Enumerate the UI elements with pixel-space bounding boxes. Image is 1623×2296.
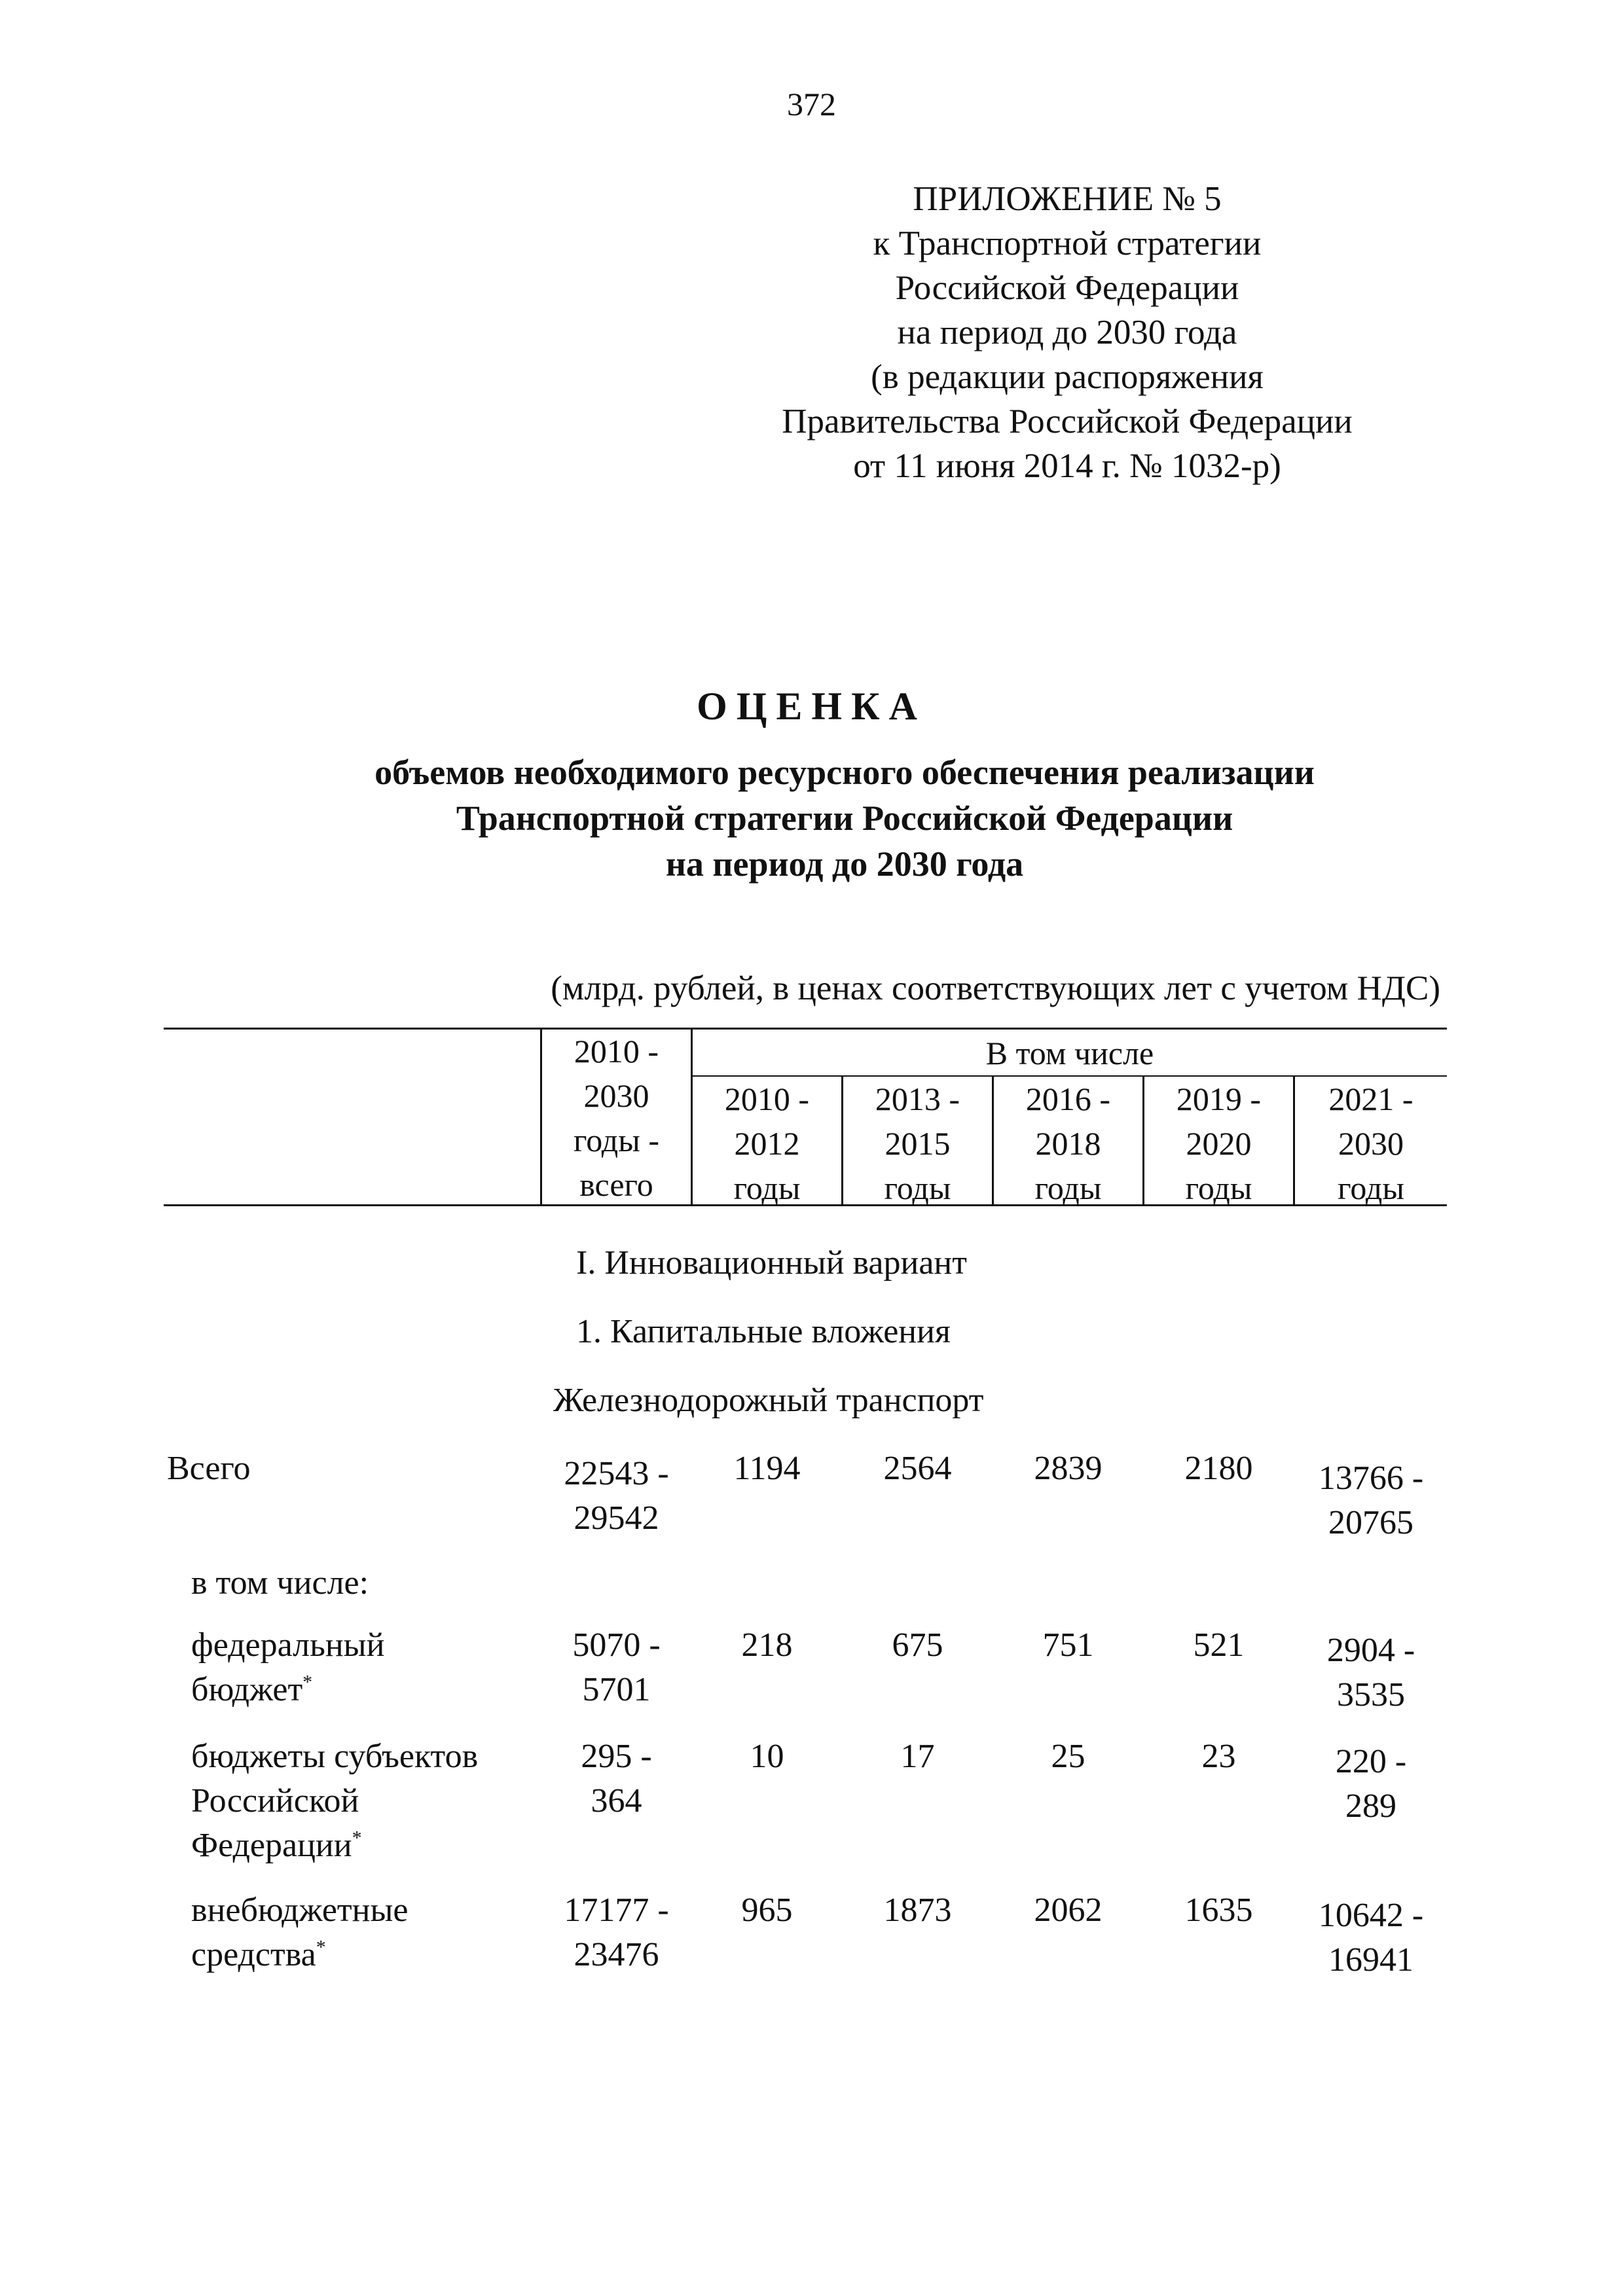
section-variant: I. Инновационный вариант	[576, 1244, 967, 1282]
row-value	[1295, 1893, 1447, 1982]
header-total-line: всего	[579, 1166, 653, 1203]
label-line: бюджеты субъектов	[191, 1738, 479, 1775]
row-label: Всего	[167, 1450, 251, 1487]
subtitle-line: на период до 2030 года	[665, 844, 1024, 884]
row-value	[542, 1623, 691, 1712]
appendix-line: Российской Федерации	[895, 269, 1239, 307]
header-period-line: 2021 -	[1328, 1081, 1413, 1117]
header-total-line: годы -	[573, 1122, 659, 1158]
table-top-rule	[164, 1028, 1447, 1030]
label-line: Российской	[191, 1782, 359, 1820]
units-note: (млрд. рублей, в ценах соответствующих лет с учетом НДС)	[551, 969, 1440, 1007]
header-period-line: годы	[1338, 1170, 1404, 1206]
header-period	[994, 1077, 1142, 1210]
row-value: 965	[741, 1892, 793, 1929]
value-line: 3535	[1337, 1676, 1405, 1713]
row-value: 25	[1051, 1738, 1085, 1775]
value-line: 29542	[574, 1499, 659, 1537]
header-period	[843, 1077, 992, 1210]
row-value: 2839	[1034, 1450, 1103, 1487]
value-line: 5701	[582, 1671, 651, 1708]
row-value	[1295, 1740, 1447, 1829]
appendix-line: (в редакции распоряжения	[871, 358, 1264, 396]
label-line: федеральный	[191, 1626, 385, 1664]
header-period-line: 2018	[1035, 1125, 1101, 1162]
row-value: 1194	[733, 1450, 801, 1487]
row-value: 218	[741, 1626, 793, 1664]
value-line: 5070 -	[572, 1626, 661, 1664]
label-line: бюджет	[191, 1671, 303, 1708]
label-line: Федерации	[191, 1827, 352, 1864]
row-value: 1635	[1184, 1892, 1253, 1929]
appendix-line: от 11 июня 2014 г. № 1032-р)	[853, 447, 1281, 485]
header-group: В том числе	[985, 1035, 1154, 1071]
label-line: внебюджетные	[191, 1892, 409, 1929]
row-value: 23	[1201, 1738, 1236, 1775]
row-value: 2564	[883, 1450, 952, 1487]
value-line: 16941	[1328, 1941, 1413, 1979]
header-period-line: 2019 -	[1176, 1081, 1262, 1117]
footnote-mark: *	[316, 1936, 326, 1958]
header-period	[693, 1077, 841, 1210]
row-value: 521	[1193, 1626, 1245, 1664]
value-line: 2904 -	[1326, 1632, 1415, 1669]
row-label	[191, 1734, 478, 1868]
document-subtitle	[164, 749, 1525, 887]
value-line: 295 -	[581, 1738, 652, 1775]
row-value: 675	[892, 1626, 943, 1664]
header-period-line: годы	[884, 1170, 951, 1206]
header-total-line: 2030	[583, 1077, 649, 1114]
header-period-line: годы	[1034, 1170, 1102, 1206]
row-value: 1873	[883, 1892, 952, 1929]
header-period-line: 2030	[1338, 1125, 1404, 1162]
appendix-line: Правительства Российской Федерации	[782, 403, 1353, 440]
header-period-line: 2016 -	[1025, 1081, 1111, 1117]
value-line: 220 -	[1335, 1743, 1407, 1780]
row-label: в том числе:	[191, 1564, 369, 1602]
header-total	[542, 1029, 691, 1207]
row-label	[191, 1888, 408, 1977]
row-value	[1295, 1628, 1447, 1717]
header-period-line: 2012	[734, 1125, 800, 1162]
page-number: 372	[787, 86, 836, 122]
appendix-line: на период до 2030 года	[897, 314, 1237, 351]
value-line: 17177 -	[564, 1892, 669, 1929]
row-value	[542, 1734, 691, 1823]
footnote-mark: *	[352, 1827, 362, 1849]
value-line: 20765	[1328, 1504, 1413, 1541]
header-period-line: 2010 -	[724, 1081, 810, 1117]
row-value	[542, 1452, 691, 1541]
header-period	[1295, 1077, 1447, 1210]
row-value	[1295, 1456, 1447, 1545]
header-total-line: 2010 -	[574, 1033, 659, 1069]
appendix-line: к Транспортной стратегии	[873, 224, 1262, 262]
row-value: 17	[900, 1738, 935, 1775]
subtitle-line: объемов необходимого ресурсного обеспечения реализации	[374, 753, 1315, 792]
row-label	[191, 1623, 384, 1712]
label-line: средства	[191, 1936, 316, 1973]
value-line: 10642 -	[1318, 1897, 1424, 1934]
value-line: 289	[1345, 1787, 1396, 1825]
row-value	[542, 1888, 691, 1977]
row-value: 2180	[1184, 1450, 1253, 1487]
section-transport: Железнодорожный транспорт	[553, 1382, 984, 1419]
appendix-line: ПРИЛОЖЕНИЕ № 5	[913, 180, 1222, 218]
header-period-line: 2013 -	[875, 1081, 960, 1117]
footnote-mark: *	[302, 1671, 313, 1693]
appendix-header	[720, 177, 1414, 488]
row-value: 10	[750, 1738, 784, 1775]
header-period-line: 2015	[884, 1125, 951, 1162]
value-line: 22543 -	[564, 1455, 669, 1492]
document-title: ОЦЕНКА	[697, 685, 926, 728]
section-part: 1. Капитальные вложения	[576, 1313, 951, 1350]
value-line: 364	[591, 1782, 642, 1820]
header-period-line: годы	[733, 1170, 801, 1206]
header-period-line: 2020	[1186, 1125, 1252, 1162]
header-period-line: годы	[1185, 1170, 1252, 1206]
row-value: 751	[1042, 1626, 1094, 1664]
header-period	[1144, 1077, 1293, 1210]
value-line: 23476	[574, 1936, 659, 1973]
subtitle-line: Транспортной стратегии Российской Федерации	[456, 798, 1233, 838]
row-value: 2062	[1034, 1892, 1103, 1929]
value-line: 13766 -	[1318, 1460, 1424, 1497]
